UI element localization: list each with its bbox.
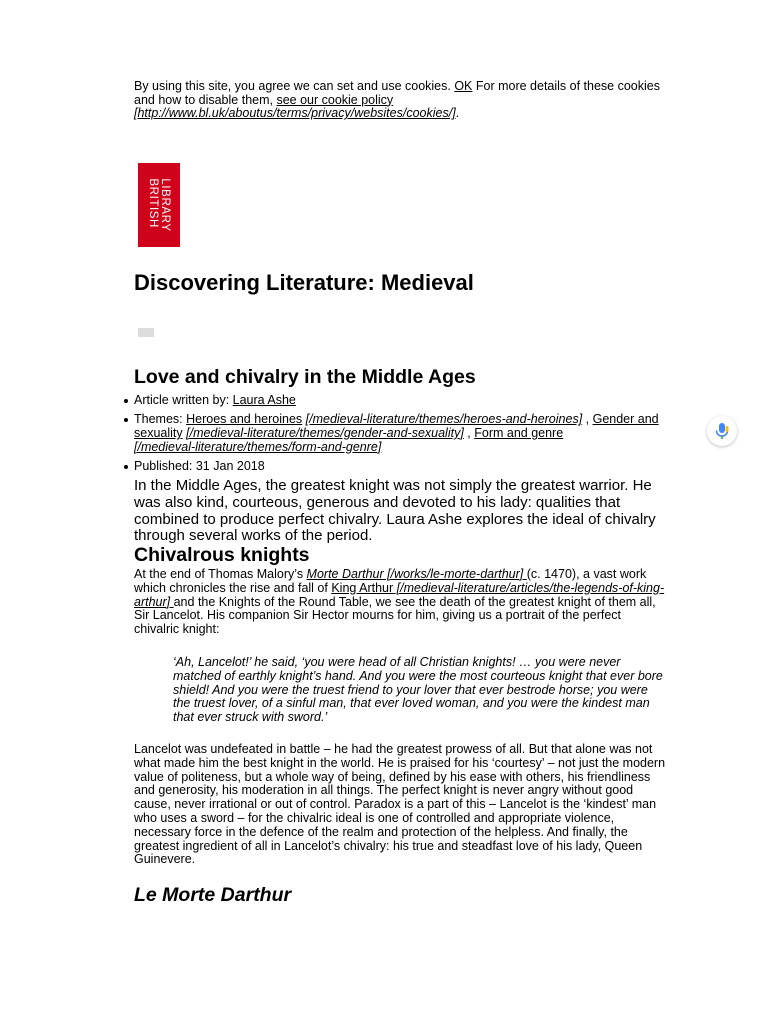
published-prefix: Published: bbox=[134, 459, 196, 473]
p1-text-2: (c. 1470), a vast work which chronicles the rise and fall of bbox=[134, 567, 647, 595]
theme-link-form[interactable]: Form and genre bbox=[474, 426, 564, 440]
king-arthur-url[interactable]: [/medieval-literature/articles/the-legends-of-king-arthur] bbox=[134, 580, 665, 609]
section-heading-le-morte-darthur: Le Morte Darthur bbox=[134, 884, 292, 906]
microphone-glyph bbox=[714, 422, 730, 440]
cookie-notice bbox=[134, 80, 666, 121]
article-title: Love and chivalry in the Middle Ages bbox=[134, 366, 476, 388]
paragraph-malory bbox=[134, 568, 666, 637]
logo-text bbox=[147, 178, 171, 231]
p1-text-3: and the Knights of the Round Table, we see the death of the greatest knight of them all, Sir Lancelot. His companion Sir Hector mourns for him, giving us a portrait of the perfect chivalric knight: bbox=[134, 594, 656, 637]
cookie-text-2: For more details of these cookies and how to disable them, bbox=[134, 79, 660, 107]
cookie-policy-url[interactable]: [http://www.bl.uk/aboutus/terms/privacy/websites/cookies/] bbox=[134, 106, 456, 121]
theme-link-heroes[interactable]: Heroes and heroines bbox=[186, 412, 303, 427]
themes-prefix: Themes: bbox=[134, 412, 187, 427]
microphone-icon[interactable] bbox=[707, 416, 737, 446]
theme-separator: , bbox=[463, 426, 475, 440]
king-arthur-link[interactable]: King Arthur bbox=[331, 580, 394, 595]
theme-separator: , bbox=[582, 412, 593, 427]
meta-themes bbox=[134, 413, 666, 454]
published-date: 31 Jan 2018 bbox=[195, 459, 265, 473]
image-placeholder bbox=[138, 328, 154, 337]
meta-author bbox=[134, 394, 666, 408]
morte-darthur-url[interactable]: [/works/le-morte-darthur] bbox=[383, 567, 527, 581]
cookie-text: By using this site, you agree we can set and use cookies. bbox=[134, 79, 455, 93]
section-heading-chivalrous-knights: Chivalrous knights bbox=[134, 544, 310, 566]
hector-quote: ‘Ah, Lancelot!’ he said, ‘you were head of all Christian knights! … you were never matched of earthly knight’s hand. And you were the most courteous knight that ever bore shield! And you were the truest friend to your lover that ever bestrode horse; you were the truest lover, of a sinful man, that ever loved woman, and you were the kindest man that ever struck with sword.’ bbox=[173, 655, 663, 725]
article-intro: In the Middle Ages, the greatest knight was not simply the greatest warrior. He was also kind, courteous, generous and devoted to his lady: qualities that combined to produce perfect chivalry. Laura Ashe explores the ideal of chivalry through several works of the period. bbox=[134, 477, 656, 545]
p1-text-1: At the end of Thomas Malory’s bbox=[134, 567, 307, 581]
cookie-policy-link[interactable]: see our cookie policy bbox=[276, 92, 394, 107]
cookie-ok-link[interactable]: OK bbox=[454, 79, 473, 93]
theme-link-gender[interactable]: Gender and sexuality bbox=[134, 412, 659, 440]
logo-line-british: BRITISH bbox=[147, 178, 159, 228]
cookie-text-end: . bbox=[455, 106, 460, 121]
article-meta bbox=[134, 394, 666, 479]
theme-url-gender[interactable]: [/medieval-literature/themes/gender-and-sexuality] bbox=[186, 426, 464, 440]
theme-url-form[interactable]: [/medieval-literature/themes/form-and-genre] bbox=[134, 439, 382, 454]
british-library-logo[interactable] bbox=[138, 163, 180, 247]
paragraph-lancelot: Lancelot was undefeated in battle – he had the greatest prowess of all. But that alone was not what made him the best knight in the world. He is praised for his ‘courtesy’ – not just the modern value of politeness, but a whole way of being, defined by his ease with others, his friendliness and generosity, his moderation in all things. The perfect knight is never angry without good cause, never irrational or out of control. Paradox is a part of this – Lancelot is the ‘kindest’ man who uses a sword – for the chivalric ideal is one of controlled and appropriate violence, necessary force in the defence of the realm and protection of the helpless. And finally, the greatest ingredient of all in Lancelot’s chivalry: his true and steadfast love of his lady, Queen Guinevere. bbox=[134, 742, 666, 867]
author-link[interactable]: Laura Ashe bbox=[232, 393, 296, 407]
logo-line-library: LIBRARY bbox=[159, 178, 171, 232]
meta-published bbox=[134, 460, 666, 474]
page bbox=[134, 79, 666, 906]
morte-darthur-link[interactable]: Morte Darthur bbox=[306, 567, 384, 581]
theme-url-heroes[interactable]: [/medieval-literature/themes/heroes-and-heroines] bbox=[305, 412, 583, 427]
site-title[interactable]: Discovering Literature: Medieval bbox=[134, 270, 474, 295]
author-prefix: Article written by: bbox=[134, 393, 233, 407]
